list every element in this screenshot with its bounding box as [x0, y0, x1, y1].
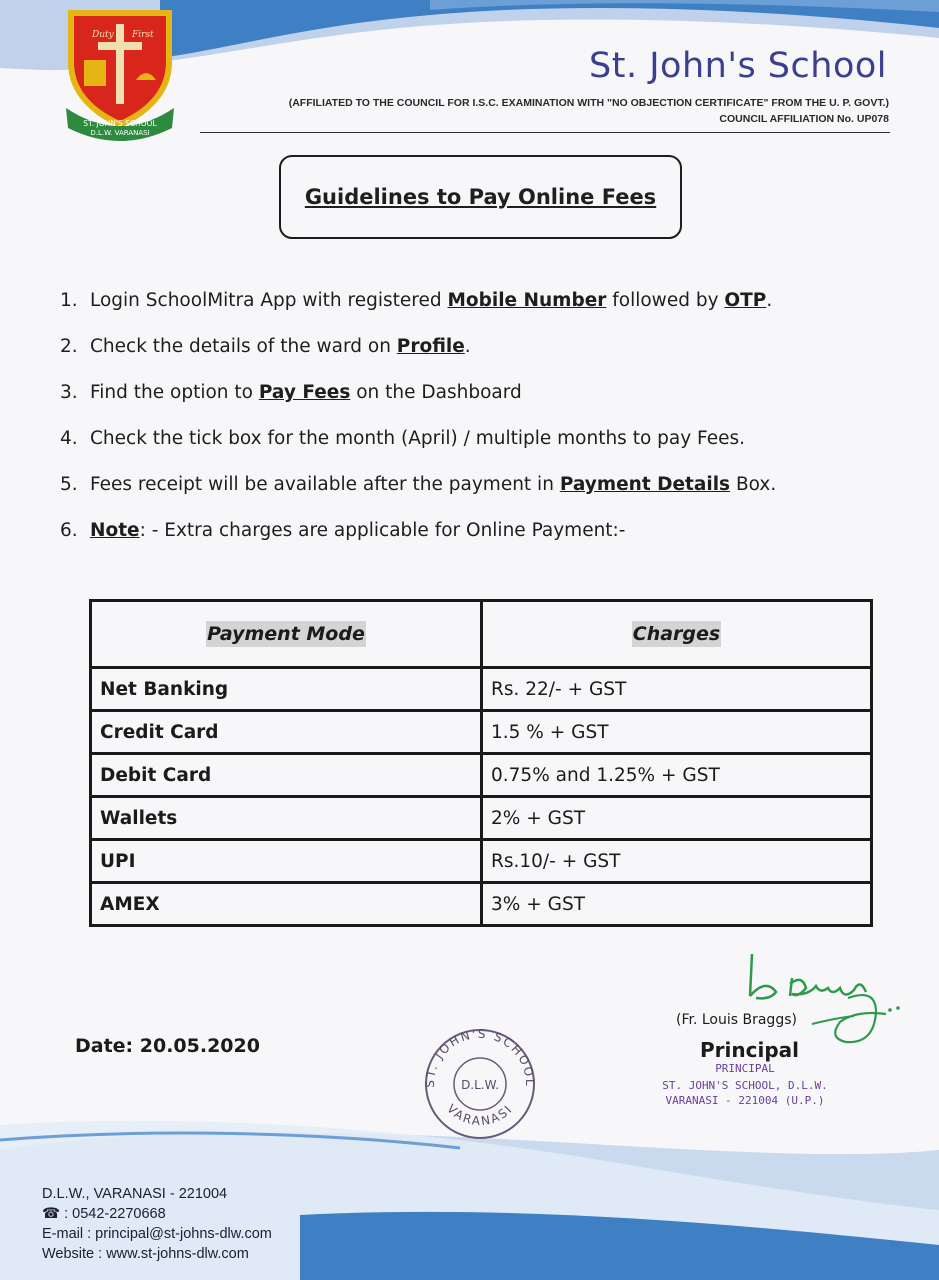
principal-stamp: PRINCIPAL ST. JOHN'S SCHOOL, D.L.W. VARANASI - 221004 (U.P.): [662, 1062, 828, 1107]
email: E-mail : principal@st-johns-dlw.com: [42, 1226, 272, 1242]
payment-mode-cell: Net Banking: [91, 668, 482, 711]
charge-cell: Rs. 22/- + GST: [482, 668, 872, 711]
step-6: 6. Note: - Extra charges are applicable for Online Payment:-: [60, 520, 626, 541]
table-header-row: [91, 601, 872, 668]
phone-line: ☎ : 0542-2270668: [42, 1206, 166, 1222]
mobile-number-emphasis: Mobile Number: [447, 290, 607, 311]
svg-text:Duty: Duty: [92, 30, 114, 40]
signatory-name: (Fr. Louis Braggs): [676, 1012, 797, 1028]
payment-mode-cell: Debit Card: [91, 754, 482, 797]
svg-text:D.L.W.: D.L.W.: [461, 1078, 499, 1092]
phone-icon: ☎: [42, 1206, 61, 1222]
affiliation-number: COUNCIL AFFILIATION No. UP078: [719, 113, 889, 125]
address: D.L.W., VARANASI - 221004: [42, 1186, 228, 1202]
payment-mode-cell: Wallets: [91, 797, 482, 840]
svg-text:ST. JOHN'S SCHOOL: ST. JOHN'S SCHOOL: [422, 1026, 538, 1088]
svg-text:D.L.W. VARANASI: D.L.W. VARANASI: [90, 129, 150, 137]
step-5: 5. Fees receipt will be available after the payment in Payment Details Box.: [60, 474, 777, 495]
payment-mode-cell: Credit Card: [91, 711, 482, 754]
pay-fees-emphasis: Pay Fees: [258, 382, 351, 403]
step-4: 4. Check the tick box for the month (April) / multiple months to pay Fees.: [60, 428, 745, 449]
charge-cell: 1.5 % + GST: [482, 711, 872, 754]
contact-info: [42, 1184, 272, 1264]
step-3: 3. Find the option to Pay Fees on the Dashboard: [60, 382, 522, 403]
profile-emphasis: Profile: [396, 336, 465, 357]
header-charges: Charges: [482, 601, 872, 668]
step-1: 1. Login SchoolMitra App with registered Mobile Number followed by OTP.: [60, 290, 773, 311]
school-name: St. John's School: [589, 46, 887, 86]
table-row: [91, 883, 872, 926]
svg-text:ST. JOHN'S SCHOOL: ST. JOHN'S SCHOOL: [83, 119, 157, 128]
header-payment-mode: Payment Mode: [91, 601, 482, 668]
payment-mode-cell: AMEX: [91, 883, 482, 926]
table-row: [91, 797, 872, 840]
affiliation-line: (AFFILIATED TO THE COUNCIL FOR I.S.C. EXAMINATION WITH "NO OBJECTION CERTIFICATE" FROM THE U. P. GOVT.): [288, 97, 889, 109]
step-2: 2. Check the details of the ward on Profile.: [60, 336, 471, 357]
charge-cell: 3% + GST: [482, 883, 872, 926]
table-row: [91, 711, 872, 754]
table-row: [91, 840, 872, 883]
charge-cell: 0.75% and 1.25% + GST: [482, 754, 872, 797]
note-emphasis: Note: [90, 520, 140, 541]
charge-cell: Rs.10/- + GST: [482, 840, 872, 883]
guideline-steps: [60, 286, 890, 562]
header-divider: [200, 132, 890, 133]
payment-details-emphasis: Payment Details: [559, 474, 731, 495]
school-crest-logo: [58, 4, 182, 148]
document-date: Date: 20.05.2020: [75, 1035, 260, 1057]
website: Website : www.st-johns-dlw.com: [42, 1246, 249, 1262]
title-box: [279, 155, 682, 239]
svg-text:First: First: [132, 30, 154, 40]
otp-emphasis: OTP: [724, 290, 767, 311]
table-row: [91, 754, 872, 797]
page-title: Guidelines to Pay Online Fees: [304, 185, 657, 209]
school-seal: [414, 1020, 544, 1144]
signatory-designation: Principal: [700, 1038, 799, 1062]
payment-mode-cell: UPI: [91, 840, 482, 883]
payment-charges-table: [89, 599, 873, 927]
svg-text:VARANASI: VARANASI: [444, 1101, 516, 1129]
table-row: [91, 668, 872, 711]
charge-cell: 2% + GST: [482, 797, 872, 840]
